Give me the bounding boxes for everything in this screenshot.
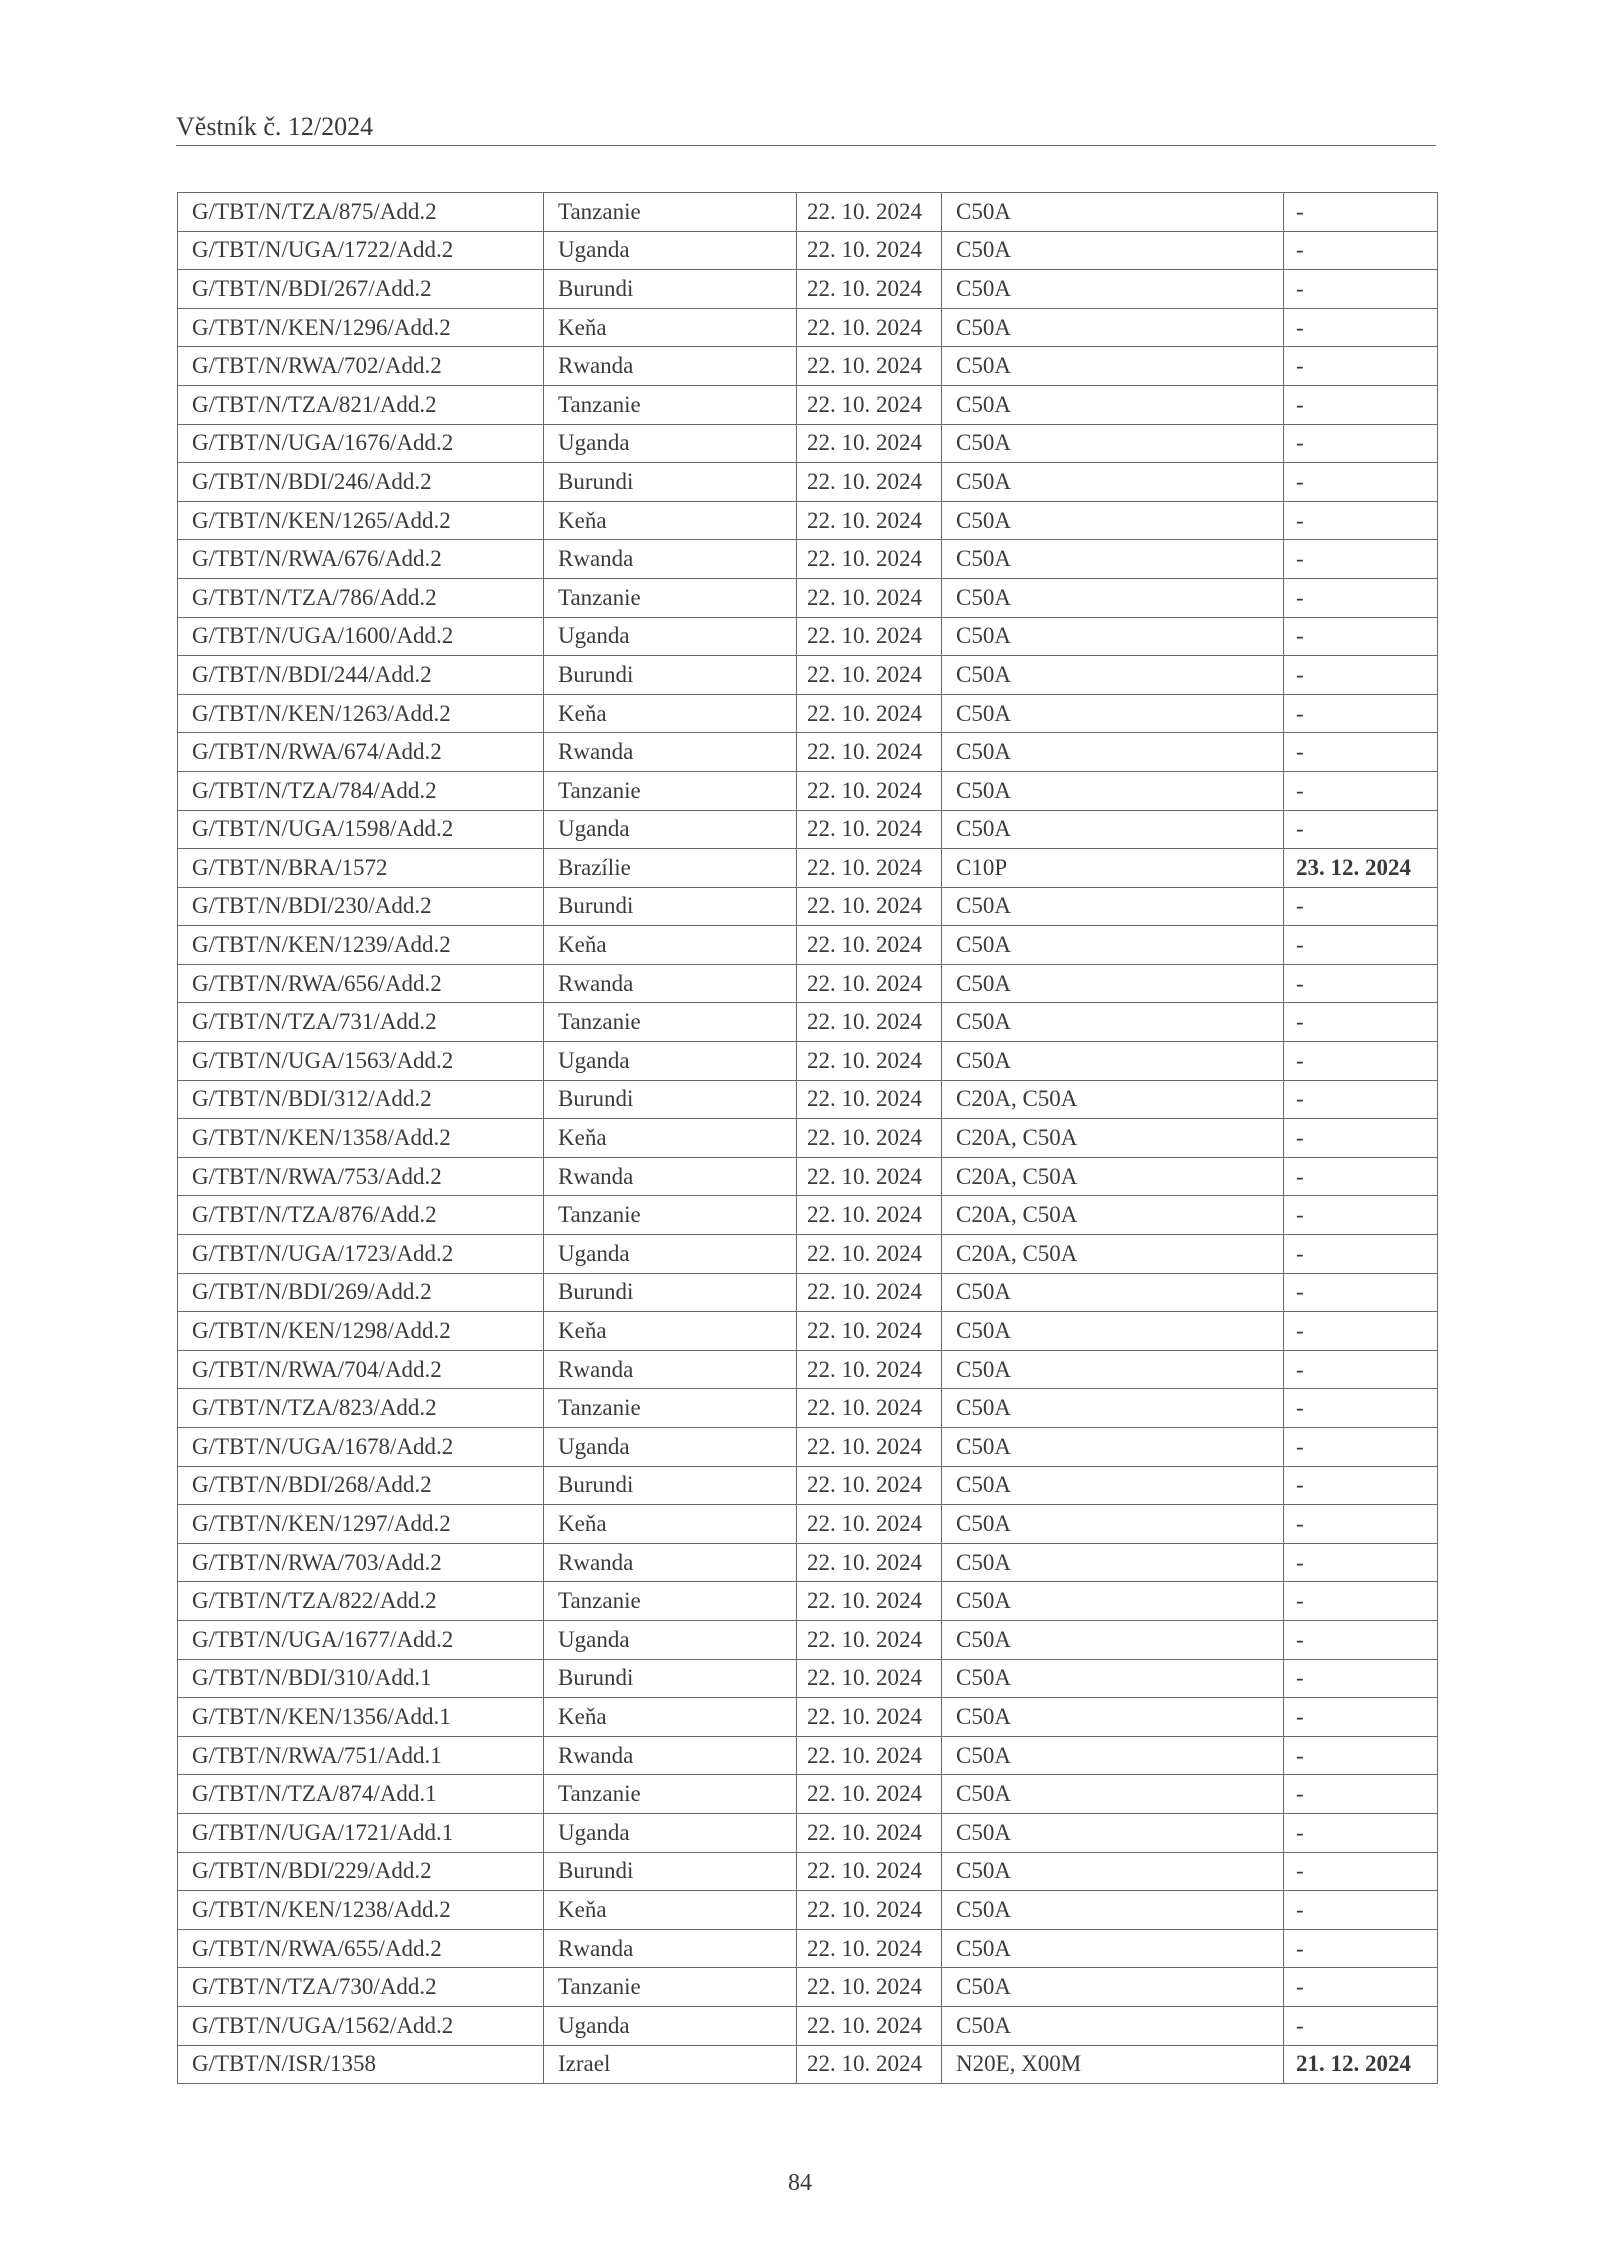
cell-date: 22. 10. 2024 [797,694,942,733]
cell-country: Uganda [544,810,797,849]
cell-codes: C50A [942,1929,1284,1968]
cell-country: Tanzanie [544,1582,797,1621]
cell-country: Tanzanie [544,1389,797,1428]
cell-deadline: - [1284,964,1438,1003]
table-row [178,1003,1438,1042]
cell-deadline: - [1284,733,1438,772]
cell-date: 22. 10. 2024 [797,1736,942,1775]
cell-country: Uganda [544,2006,797,2045]
cell-codes: C50A [942,1505,1284,1544]
cell-notification-symbol: G/TBT/N/BDI/229/Add.2 [178,1852,544,1891]
table-row [178,1273,1438,1312]
cell-date: 22. 10. 2024 [797,1698,942,1737]
cell-country: Rwanda [544,540,797,579]
cell-deadline: - [1284,1466,1438,1505]
cell-country: Izrael [544,2045,797,2084]
cell-deadline: - [1284,1273,1438,1312]
cell-country: Burundi [544,887,797,926]
cell-codes: C20A, C50A [942,1119,1284,1158]
cell-codes: C50A [942,1968,1284,2007]
cell-codes: C50A [942,1620,1284,1659]
cell-codes: C50A [942,2006,1284,2045]
cell-codes: C50A [942,1698,1284,1737]
cell-date: 22. 10. 2024 [797,1119,942,1158]
cell-codes: C50A [942,1891,1284,1930]
cell-codes: C50A [942,1350,1284,1389]
cell-country: Uganda [544,424,797,463]
table-row [178,1119,1438,1158]
cell-country: Burundi [544,1080,797,1119]
cell-codes: C50A [942,1003,1284,1042]
cell-codes: C50A [942,1428,1284,1467]
cell-codes: C50A [942,1659,1284,1698]
cell-date: 22. 10. 2024 [797,540,942,579]
cell-deadline: - [1284,1775,1438,1814]
table-row [178,1659,1438,1698]
cell-deadline: - [1284,1350,1438,1389]
cell-notification-symbol: G/TBT/N/UGA/1600/Add.2 [178,617,544,656]
cell-notification-symbol: G/TBT/N/TZA/786/Add.2 [178,578,544,617]
table-row [178,1157,1438,1196]
cell-date: 22. 10. 2024 [797,1852,942,1891]
table-row [178,1505,1438,1544]
table-row [178,385,1438,424]
cell-deadline: - [1284,1968,1438,2007]
cell-deadline: - [1284,1389,1438,1428]
cell-notification-symbol: G/TBT/N/RWA/702/Add.2 [178,347,544,386]
cell-date: 22. 10. 2024 [797,2006,942,2045]
table-row [178,231,1438,270]
table-row [178,617,1438,656]
cell-deadline: - [1284,1852,1438,1891]
cell-date: 22. 10. 2024 [797,887,942,926]
cell-country: Tanzanie [544,193,797,232]
cell-deadline: - [1284,1736,1438,1775]
cell-notification-symbol: G/TBT/N/KEN/1265/Add.2 [178,501,544,540]
cell-date: 22. 10. 2024 [797,1003,942,1042]
cell-country: Uganda [544,231,797,270]
table-row [178,849,1438,888]
cell-deadline: - [1284,231,1438,270]
cell-notification-symbol: G/TBT/N/RWA/703/Add.2 [178,1543,544,1582]
cell-notification-symbol: G/TBT/N/UGA/1562/Add.2 [178,2006,544,2045]
cell-deadline: - [1284,1042,1438,1081]
cell-codes: C50A [942,385,1284,424]
cell-country: Tanzanie [544,1968,797,2007]
table-row [178,1698,1438,1737]
table-row [178,2045,1438,2084]
cell-deadline: - [1284,926,1438,965]
cell-country: Keňa [544,308,797,347]
cell-country: Keňa [544,1119,797,1158]
cell-deadline: 23. 12. 2024 [1284,849,1438,888]
cell-country: Tanzanie [544,578,797,617]
cell-notification-symbol: G/TBT/N/KEN/1238/Add.2 [178,1891,544,1930]
table-row [178,1968,1438,2007]
cell-date: 22. 10. 2024 [797,578,942,617]
cell-deadline: - [1284,540,1438,579]
cell-country: Rwanda [544,964,797,1003]
cell-notification-symbol: G/TBT/N/UGA/1721/Add.1 [178,1813,544,1852]
cell-deadline: - [1284,193,1438,232]
cell-deadline: - [1284,1620,1438,1659]
cell-codes: C50A [942,463,1284,502]
cell-codes: C50A [942,193,1284,232]
cell-notification-symbol: G/TBT/N/BDI/269/Add.2 [178,1273,544,1312]
cell-codes: C50A [942,733,1284,772]
cell-country: Keňa [544,694,797,733]
cell-deadline: - [1284,1080,1438,1119]
cell-deadline: - [1284,2006,1438,2045]
header-divider [176,145,1436,146]
cell-codes: C50A [942,1582,1284,1621]
cell-codes: C50A [942,1852,1284,1891]
cell-codes: C20A, C50A [942,1157,1284,1196]
cell-country: Rwanda [544,1543,797,1582]
cell-date: 22. 10. 2024 [797,1273,942,1312]
cell-country: Tanzanie [544,385,797,424]
table-row [178,1042,1438,1081]
page-header-title: Věstník č. 12/2024 [176,112,374,141]
cell-date: 22. 10. 2024 [797,385,942,424]
cell-notification-symbol: G/TBT/N/BDI/268/Add.2 [178,1466,544,1505]
cell-country: Tanzanie [544,1196,797,1235]
cell-deadline: - [1284,1157,1438,1196]
cell-codes: C50A [942,540,1284,579]
cell-date: 22. 10. 2024 [797,1312,942,1351]
cell-codes: C50A [942,887,1284,926]
cell-notification-symbol: G/TBT/N/TZA/875/Add.2 [178,193,544,232]
cell-country: Keňa [544,1312,797,1351]
cell-date: 22. 10. 2024 [797,964,942,1003]
cell-country: Tanzanie [544,771,797,810]
cell-date: 22. 10. 2024 [797,1196,942,1235]
cell-deadline: - [1284,1235,1438,1274]
table-row [178,578,1438,617]
table-row [178,1543,1438,1582]
cell-deadline: - [1284,1813,1438,1852]
cell-notification-symbol: G/TBT/N/TZA/876/Add.2 [178,1196,544,1235]
cell-notification-symbol: G/TBT/N/KEN/1296/Add.2 [178,308,544,347]
cell-date: 22. 10. 2024 [797,733,942,772]
cell-notification-symbol: G/TBT/N/UGA/1678/Add.2 [178,1428,544,1467]
cell-date: 22. 10. 2024 [797,2045,942,2084]
table-row [178,1813,1438,1852]
cell-date: 22. 10. 2024 [797,1428,942,1467]
cell-deadline: - [1284,1698,1438,1737]
cell-codes: C50A [942,578,1284,617]
cell-deadline: - [1284,656,1438,695]
cell-date: 22. 10. 2024 [797,1080,942,1119]
cell-country: Uganda [544,1235,797,1274]
table-row [178,347,1438,386]
table-row [178,463,1438,502]
cell-date: 22. 10. 2024 [797,501,942,540]
table-row [178,964,1438,1003]
table-row [178,1852,1438,1891]
cell-deadline: - [1284,270,1438,309]
cell-notification-symbol: G/TBT/N/TZA/821/Add.2 [178,385,544,424]
table-row [178,694,1438,733]
cell-date: 22. 10. 2024 [797,347,942,386]
cell-country: Burundi [544,270,797,309]
cell-deadline: 21. 12. 2024 [1284,2045,1438,2084]
cell-notification-symbol: G/TBT/N/TZA/784/Add.2 [178,771,544,810]
cell-codes: C50A [942,1543,1284,1582]
table-row [178,887,1438,926]
table-row [178,1891,1438,1930]
cell-deadline: - [1284,1312,1438,1351]
cell-deadline: - [1284,1428,1438,1467]
cell-codes: C50A [942,656,1284,695]
cell-deadline: - [1284,694,1438,733]
cell-codes: C50A [942,1389,1284,1428]
cell-notification-symbol: G/TBT/N/UGA/1677/Add.2 [178,1620,544,1659]
cell-deadline: - [1284,501,1438,540]
cell-country: Uganda [544,1813,797,1852]
cell-notification-symbol: G/TBT/N/TZA/730/Add.2 [178,1968,544,2007]
cell-date: 22. 10. 2024 [797,424,942,463]
cell-deadline: - [1284,1929,1438,1968]
cell-date: 22. 10. 2024 [797,1620,942,1659]
cell-deadline: - [1284,1891,1438,1930]
cell-codes: C50A [942,424,1284,463]
cell-country: Keňa [544,501,797,540]
cell-notification-symbol: G/TBT/N/UGA/1722/Add.2 [178,231,544,270]
table-row [178,1736,1438,1775]
cell-date: 22. 10. 2024 [797,1775,942,1814]
table-row [178,193,1438,232]
table-row [178,270,1438,309]
table-row [178,1389,1438,1428]
cell-notification-symbol: G/TBT/N/BDI/246/Add.2 [178,463,544,502]
cell-date: 22. 10. 2024 [797,1543,942,1582]
cell-deadline: - [1284,1505,1438,1544]
table-row [178,1235,1438,1274]
cell-notification-symbol: G/TBT/N/KEN/1239/Add.2 [178,926,544,965]
cell-deadline: - [1284,1543,1438,1582]
cell-notification-symbol: G/TBT/N/KEN/1356/Add.1 [178,1698,544,1737]
cell-deadline: - [1284,810,1438,849]
cell-date: 22. 10. 2024 [797,1929,942,1968]
cell-deadline: - [1284,347,1438,386]
cell-codes: C50A [942,926,1284,965]
cell-date: 22. 10. 2024 [797,1582,942,1621]
cell-notification-symbol: G/TBT/N/TZA/823/Add.2 [178,1389,544,1428]
cell-country: Brazílie [544,849,797,888]
cell-date: 22. 10. 2024 [797,1157,942,1196]
table-row [178,1929,1438,1968]
cell-notification-symbol: G/TBT/N/KEN/1298/Add.2 [178,1312,544,1351]
cell-codes: C50A [942,1736,1284,1775]
cell-codes: C50A [942,694,1284,733]
table-row [178,1428,1438,1467]
cell-date: 22. 10. 2024 [797,1235,942,1274]
cell-deadline: - [1284,617,1438,656]
cell-country: Burundi [544,1273,797,1312]
cell-country: Uganda [544,617,797,656]
cell-country: Burundi [544,463,797,502]
table-row [178,424,1438,463]
table-row [178,810,1438,849]
cell-date: 22. 10. 2024 [797,1968,942,2007]
cell-deadline: - [1284,1003,1438,1042]
cell-notification-symbol: G/TBT/N/BDI/267/Add.2 [178,270,544,309]
cell-country: Rwanda [544,1736,797,1775]
cell-codes: C20A, C50A [942,1235,1284,1274]
cell-country: Burundi [544,1659,797,1698]
cell-deadline: - [1284,1659,1438,1698]
cell-notification-symbol: G/TBT/N/UGA/1723/Add.2 [178,1235,544,1274]
cell-notification-symbol: G/TBT/N/BDI/230/Add.2 [178,887,544,926]
cell-notification-symbol: G/TBT/N/RWA/704/Add.2 [178,1350,544,1389]
cell-codes: C50A [942,270,1284,309]
notifications-table-body [178,193,1438,2084]
table-row [178,1196,1438,1235]
cell-codes: C50A [942,1273,1284,1312]
cell-notification-symbol: G/TBT/N/BDI/310/Add.1 [178,1659,544,1698]
table-row [178,540,1438,579]
cell-date: 22. 10. 2024 [797,656,942,695]
cell-codes: C20A, C50A [942,1080,1284,1119]
cell-country: Tanzanie [544,1775,797,1814]
cell-country: Keňa [544,1698,797,1737]
cell-codes: C50A [942,1312,1284,1351]
cell-country: Rwanda [544,733,797,772]
cell-notification-symbol: G/TBT/N/BDI/312/Add.2 [178,1080,544,1119]
cell-country: Rwanda [544,347,797,386]
cell-notification-symbol: G/TBT/N/UGA/1563/Add.2 [178,1042,544,1081]
cell-date: 22. 10. 2024 [797,771,942,810]
cell-notification-symbol: G/TBT/N/RWA/674/Add.2 [178,733,544,772]
cell-date: 22. 10. 2024 [797,1813,942,1852]
cell-country: Uganda [544,1042,797,1081]
table-row [178,771,1438,810]
cell-notification-symbol: G/TBT/N/KEN/1358/Add.2 [178,1119,544,1158]
cell-notification-symbol: G/TBT/N/KEN/1263/Add.2 [178,694,544,733]
cell-notification-symbol: G/TBT/N/TZA/822/Add.2 [178,1582,544,1621]
cell-country: Tanzanie [544,1003,797,1042]
cell-notification-symbol: G/TBT/N/RWA/655/Add.2 [178,1929,544,1968]
cell-notification-symbol: G/TBT/N/UGA/1598/Add.2 [178,810,544,849]
table-row [178,1080,1438,1119]
table-row [178,1312,1438,1351]
table-row [178,1775,1438,1814]
cell-deadline: - [1284,887,1438,926]
cell-codes: C50A [942,964,1284,1003]
cell-notification-symbol: G/TBT/N/RWA/656/Add.2 [178,964,544,1003]
cell-codes: C50A [942,231,1284,270]
cell-notification-symbol: G/TBT/N/RWA/751/Add.1 [178,1736,544,1775]
cell-date: 22. 10. 2024 [797,1042,942,1081]
cell-deadline: - [1284,463,1438,502]
cell-notification-symbol: G/TBT/N/KEN/1297/Add.2 [178,1505,544,1544]
cell-date: 22. 10. 2024 [797,1659,942,1698]
cell-codes: C50A [942,347,1284,386]
cell-country: Keňa [544,1891,797,1930]
cell-date: 22. 10. 2024 [797,926,942,965]
cell-date: 22. 10. 2024 [797,270,942,309]
cell-deadline: - [1284,1582,1438,1621]
cell-codes: C50A [942,308,1284,347]
cell-codes: C50A [942,1813,1284,1852]
cell-date: 22. 10. 2024 [797,1891,942,1930]
cell-date: 22. 10. 2024 [797,193,942,232]
cell-codes: C50A [942,1775,1284,1814]
table-row [178,1582,1438,1621]
cell-notification-symbol: G/TBT/N/UGA/1676/Add.2 [178,424,544,463]
cell-country: Burundi [544,1466,797,1505]
cell-country: Rwanda [544,1157,797,1196]
cell-notification-symbol: G/TBT/N/RWA/676/Add.2 [178,540,544,579]
cell-deadline: - [1284,424,1438,463]
cell-codes: C50A [942,771,1284,810]
cell-codes: C10P [942,849,1284,888]
cell-deadline: - [1284,1196,1438,1235]
cell-date: 22. 10. 2024 [797,231,942,270]
cell-date: 22. 10. 2024 [797,617,942,656]
table-row [178,1620,1438,1659]
cell-codes: N20E, X00M [942,2045,1284,2084]
cell-deadline: - [1284,771,1438,810]
cell-date: 22. 10. 2024 [797,308,942,347]
cell-notification-symbol: G/TBT/N/RWA/753/Add.2 [178,1157,544,1196]
cell-date: 22. 10. 2024 [797,1389,942,1428]
cell-deadline: - [1284,578,1438,617]
cell-date: 22. 10. 2024 [797,810,942,849]
cell-notification-symbol: G/TBT/N/TZA/731/Add.2 [178,1003,544,1042]
cell-date: 22. 10. 2024 [797,849,942,888]
cell-country: Uganda [544,1620,797,1659]
notifications-table [177,192,1438,2084]
table-row [178,656,1438,695]
cell-notification-symbol: G/TBT/N/BRA/1572 [178,849,544,888]
cell-notification-symbol: G/TBT/N/BDI/244/Add.2 [178,656,544,695]
cell-notification-symbol: G/TBT/N/ISR/1358 [178,2045,544,2084]
cell-date: 22. 10. 2024 [797,463,942,502]
cell-notification-symbol: G/TBT/N/TZA/874/Add.1 [178,1775,544,1814]
cell-country: Burundi [544,1852,797,1891]
cell-deadline: - [1284,1119,1438,1158]
table-row [178,926,1438,965]
cell-codes: C50A [942,1042,1284,1081]
cell-country: Uganda [544,1428,797,1467]
cell-date: 22. 10. 2024 [797,1466,942,1505]
table-row [178,308,1438,347]
cell-date: 22. 10. 2024 [797,1505,942,1544]
cell-country: Keňa [544,926,797,965]
table-row [178,501,1438,540]
cell-date: 22. 10. 2024 [797,1350,942,1389]
cell-codes: C50A [942,617,1284,656]
table-row [178,1350,1438,1389]
table-row [178,733,1438,772]
cell-deadline: - [1284,385,1438,424]
table-row [178,2006,1438,2045]
cell-codes: C20A, C50A [942,1196,1284,1235]
table-row [178,1466,1438,1505]
cell-codes: C50A [942,1466,1284,1505]
cell-codes: C50A [942,501,1284,540]
cell-country: Burundi [544,656,797,695]
cell-country: Rwanda [544,1929,797,1968]
cell-country: Keňa [544,1505,797,1544]
cell-codes: C50A [942,810,1284,849]
cell-country: Rwanda [544,1350,797,1389]
cell-deadline: - [1284,308,1438,347]
page-number: 84 [788,2170,812,2196]
